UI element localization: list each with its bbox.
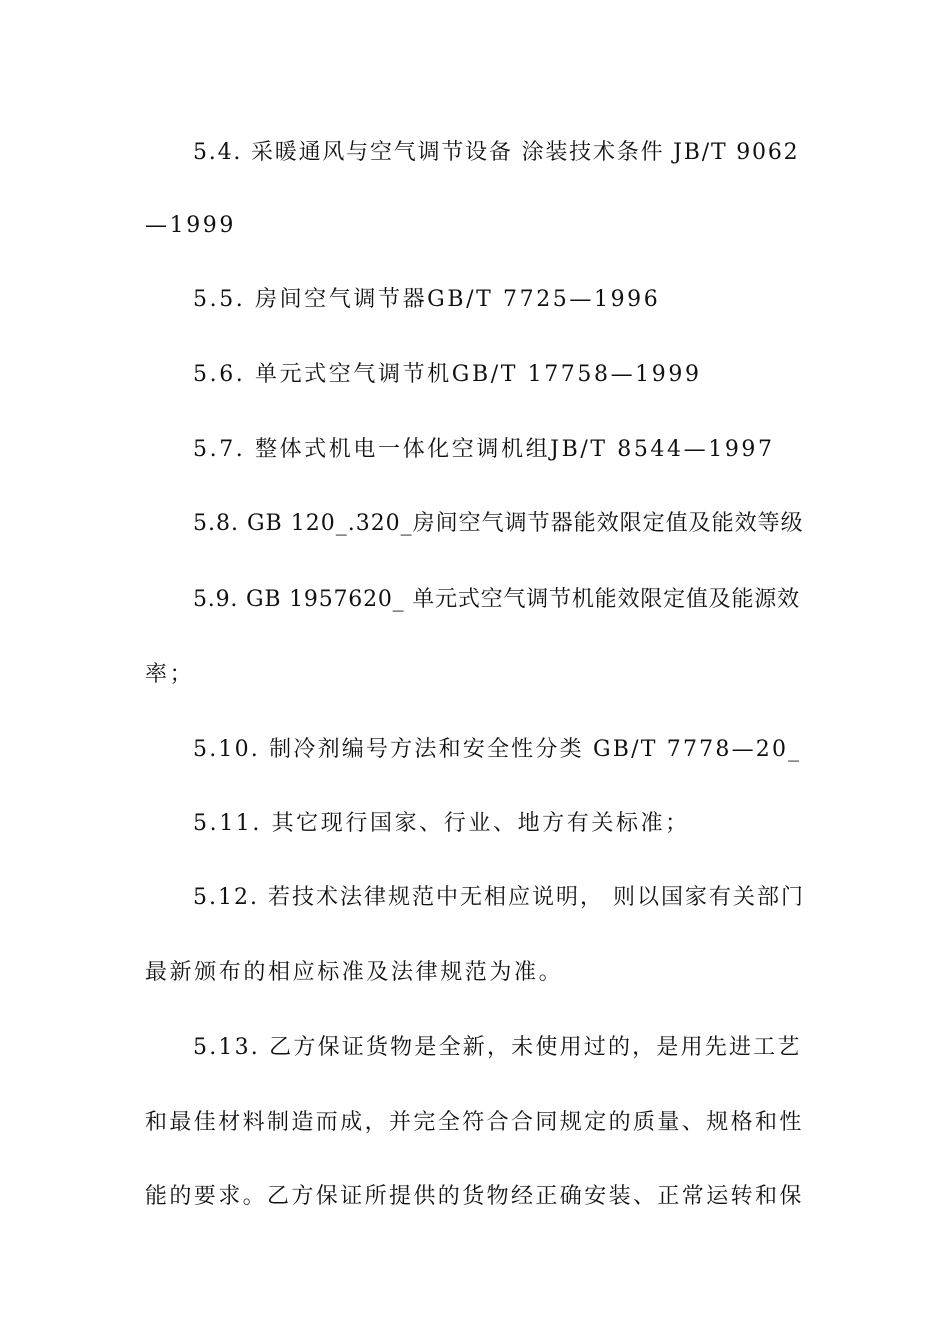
- text-line-5-13-cont-2: 能的要求。乙方保证所提供的货物经正确安装、正常运转和保: [145, 1184, 804, 1209]
- text-line-5-5: 5.5. 房间空气调节器GB/T 7725—1996: [193, 287, 661, 312]
- text-line-5-8: 5.8. GB 120_.320_房间空气调节器能效限定值及能效等级: [193, 511, 804, 536]
- text-line-5-7: 5.7. 整体式机电一体化空调机组JB/T 8544—1997: [193, 437, 775, 462]
- text-line-5-6: 5.6. 单元式空气调节机GB/T 17758—1999: [193, 362, 702, 387]
- text-line-5-13: 5.13. 乙方保证货物是全新，未使用过的，是用先进工艺: [193, 1035, 802, 1060]
- text-line-5-12: 5.12. 若技术法律规范中无相应说明， 则以国家有关部门: [193, 885, 805, 910]
- text-line-5-4: 5.4. 采暖通风与空气调节设备 涂装技术条件 JB/T 9062: [193, 140, 800, 165]
- text-line-5-10: 5.10. 制冷剂编号方法和安全性分类 GB/T 7778—20_: [193, 737, 802, 762]
- text-line-5-9: 5.9. GB 1957620_ 单元式空气调节机能效限定值及能源效: [193, 587, 800, 612]
- text-line-5-9-cont: 率；: [145, 662, 195, 687]
- text-line-5-12-cont: 最新颁布的相应标准及法律规范为准。: [145, 960, 564, 985]
- text-line-5-4-cont: —1999: [145, 213, 236, 238]
- text-line-5-11: 5.11. 其它现行国家、行业、地方有关标准；: [193, 811, 690, 836]
- text-line-5-13-cont-1: 和最佳材料制造而成，并完全符合合同规定的质量、规格和性: [145, 1110, 804, 1135]
